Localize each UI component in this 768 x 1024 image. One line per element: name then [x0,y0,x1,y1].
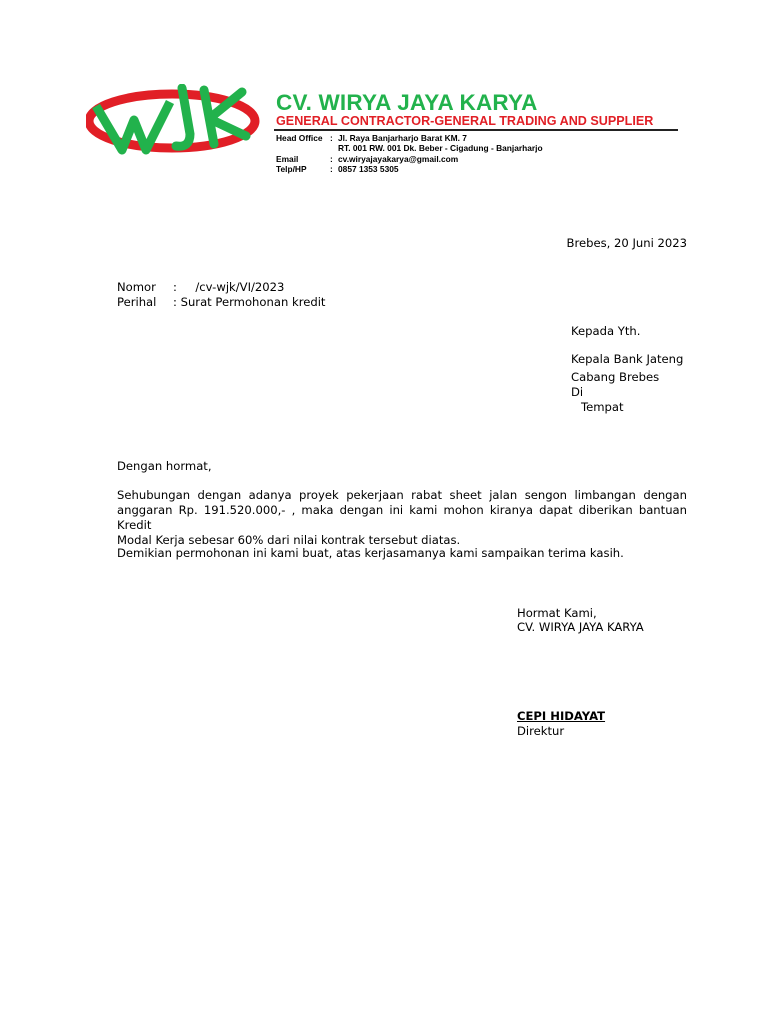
closing-paragraph: Demikian permohonan ini kami buat, atas kerjasamanya kami sampaikan terima kasih. [117,546,624,560]
contact-block [276,133,543,174]
signer-name: CEPI HIDAYAT [517,709,606,723]
regards-company: CV. WIRYA JAYA KARYA [517,620,644,634]
perihal-value: : Surat Permohonan kredit [173,295,326,309]
contact-row-address [276,143,543,153]
contact-key: Telp/HP [276,163,307,174]
signer-title: Direktur [517,724,565,738]
contact-row-office [276,133,543,143]
letterhead-divider [274,129,678,131]
recipient-place: Tempat [581,400,624,414]
contact-row-email [276,154,543,164]
contact-sep: : [330,133,333,143]
recipient-name: Kepala Bank Jateng [571,352,684,366]
contact-key: Email [276,153,299,164]
contact-key [276,143,330,153]
contact-value: Jl. Raya Banjarharjo Barat KM. 7 [338,133,467,143]
recipient-di: Di [571,385,584,399]
contact-sep: : [330,153,333,164]
company-logo [86,84,264,178]
body-line: Modal Kerja sebesar 60% dari nilai kontrak tersebut diatas. [117,533,461,547]
salutation: Dengan hormat, [117,459,212,473]
contact-row-phone [276,164,543,174]
company-name: CV. WIRYA JAYA KARYA [276,90,538,115]
regards: Hormat Kami, [517,606,597,620]
body-paragraph [117,488,687,548]
company-tagline: GENERAL CONTRACTOR-GENERAL TRADING AND SUPPLIER [276,114,654,128]
contact-key: Head Office [276,133,323,143]
contact-value: 0857 1353 5305 [338,163,399,174]
perihal-line [117,295,325,309]
perihal-label: Perihal [117,295,157,309]
body-line: Sehubungan dengan adanya proyek pekerjaan rabat sheet jalan sengon limbangan dengan [117,488,687,502]
nomor-label: Nomor [117,280,156,294]
nomor-value: : /cv-wjk/VI/2023 [173,280,285,294]
letterhead [86,84,678,180]
contact-value: cv.wiryajayakarya@gmail.com [338,153,459,164]
recipient-greeting: Kepada Yth. [571,324,641,338]
body-line: anggaran Rp. 191.520.000,- , maka dengan ini kami mohon kiranya dapat diberikan bantuan Kredit [117,503,687,532]
recipient-branch: Cabang Brebes [571,370,660,384]
contact-sep: : [330,163,333,174]
nomor-line [117,280,284,294]
place-date: Brebes, 20 Juni 2023 [566,236,687,250]
contact-value: RT. 001 RW. 001 Dk. Beber - Cigadung - Banjarharjo [338,143,543,154]
contact-sep [330,143,338,153]
